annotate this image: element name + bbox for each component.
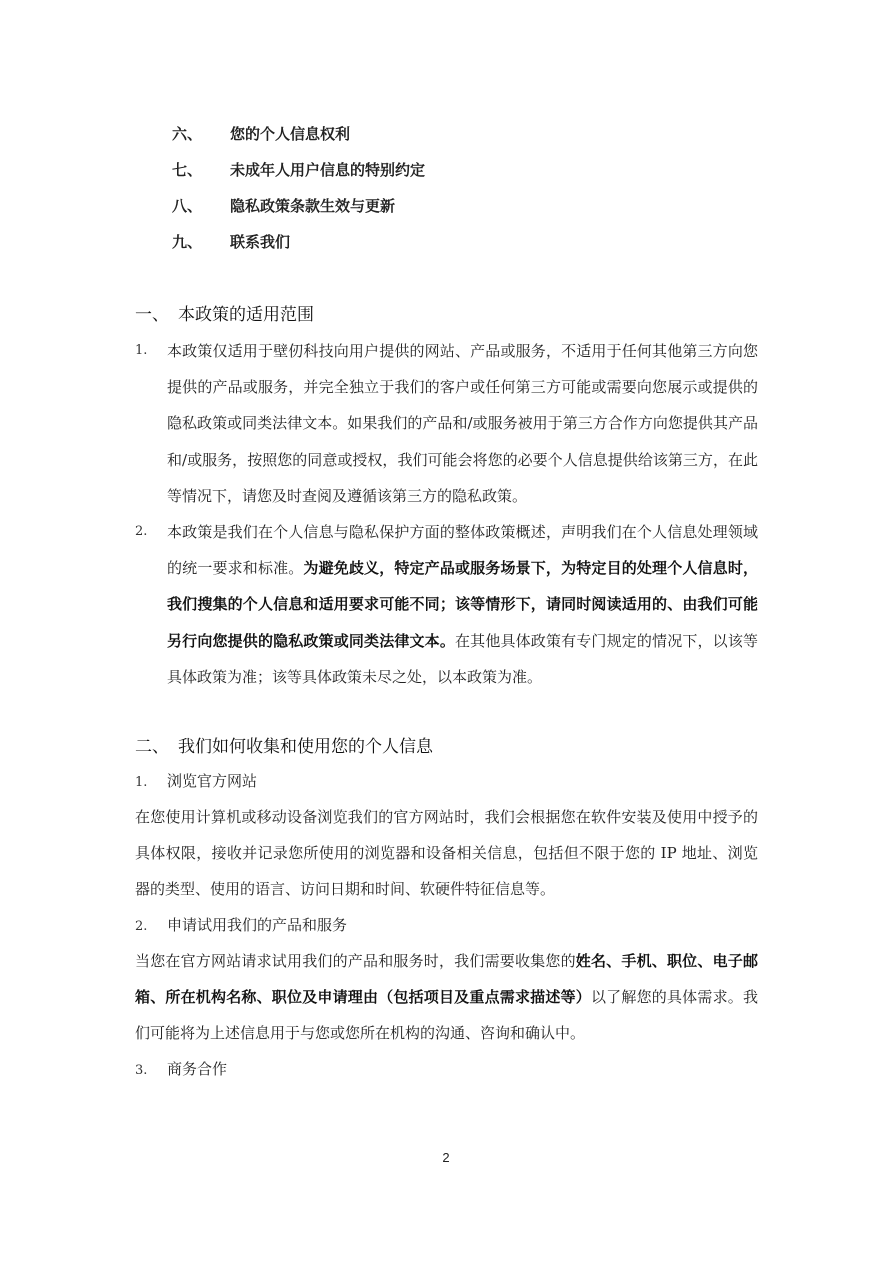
paragraph: 在您使用计算机或移动设备浏览我们的官方网站时，我们会根据您在软件安装及使用中授予的具体权限，接收并记录您所使用的浏览器和设备相关信息，包括但不限于您的 IP 地址、浏览器的类型、使用的语言、访问日期和时间、软硬件特征信息等。 <box>135 808 758 899</box>
list-item-text: 本政策仅适用于壁仞科技向用户提供的网站、产品或服务，不适用于任何其他第三方向您提供的产品或服务，并完全独立于我们的客户或任何第三方可能或需要向您展示或提供的隐私政策或同类法律文本。如果我们的产品和/或服务被用于第三方合作方向您提供其产品和/或服务，按照您的同意或授权，我们可能会将您的必要个人信息提供给该第三方，在此等情况下，请您及时查阅及遵循该第三方的隐私政策。 <box>167 342 758 505</box>
section-title: 我们如何收集和使用您的个人信息 <box>178 737 433 757</box>
toc-item-title: 您的个人信息权利 <box>230 125 351 143</box>
list-item <box>135 333 758 514</box>
subsection-heading <box>135 914 347 935</box>
list-item-text: 本政策是我们在个人信息与隐私保护方面的整体政策概述，声明我们在个人信息处理领域的统一要求和标准。 <box>167 523 758 578</box>
section-1-list <box>135 333 758 695</box>
toc-item-number: 九、 <box>172 233 203 251</box>
list-item-number: 1. <box>135 343 148 358</box>
paragraph-bold-text: 姓名、手机、职位、电子邮箱、所在机构名称、职位及申请理由（包括项目及重点需求描述等） <box>135 952 758 1007</box>
paragraph <box>135 943 758 1052</box>
subsection-number: 3. <box>135 1063 148 1078</box>
table-of-contents <box>172 118 732 262</box>
paragraph-text-continued: 以了解您的具体需求。我们可能将为上述信息用于与您或您所在机构的沟通、咨询和确认中。 <box>135 988 758 1043</box>
toc-item-number: 六、 <box>172 125 203 143</box>
toc-item-title: 未成年人用户信息的特别约定 <box>230 161 426 179</box>
toc-item-number: 八、 <box>172 197 203 215</box>
list-item <box>135 514 758 695</box>
subsection-title: 商务合作 <box>167 1060 228 1078</box>
list-item-bold-text: 为避免歧义，特定产品或服务场景下，为特定目的处理个人信息时，我们搜集的个人信息和适用要求可能不同；该等情形下，请同时阅读适用的、由我们可能另行向您提供的隐私政策或同类法律文本。 <box>167 559 758 650</box>
section-number: 一、 <box>135 305 169 325</box>
section-1-heading <box>135 300 314 325</box>
subsection-number: 1. <box>135 775 148 790</box>
list-item-text-continued: 在其他具体政策有专门规定的情况下，以该等具体政策为准；该等具体政策未尽之处，以本政策为准。 <box>167 631 758 686</box>
list-item-number: 2. <box>135 524 148 540</box>
toc-item <box>172 190 732 226</box>
toc-item <box>172 118 732 154</box>
page-number: 2 <box>442 1150 450 1165</box>
toc-item-title: 联系我们 <box>230 233 291 251</box>
toc-item <box>172 154 732 190</box>
toc-item-number: 七、 <box>172 161 203 179</box>
subsection-title: 浏览官方网站 <box>167 772 258 790</box>
section-title: 本政策的适用范围 <box>178 305 314 325</box>
toc-item-title: 隐私政策条款生效与更新 <box>230 197 396 215</box>
subsection-title: 申请试用我们的产品和服务 <box>167 916 348 934</box>
section-2-heading <box>135 732 433 757</box>
toc-item <box>172 226 732 262</box>
subsection-heading <box>135 770 257 791</box>
section-number: 二、 <box>135 737 169 757</box>
subsection-heading <box>135 1058 227 1079</box>
paragraph-text: 当您在官方网站请求试用我们的产品和服务时，我们需要收集您的 <box>135 952 576 970</box>
subsection-number: 2. <box>135 919 148 934</box>
